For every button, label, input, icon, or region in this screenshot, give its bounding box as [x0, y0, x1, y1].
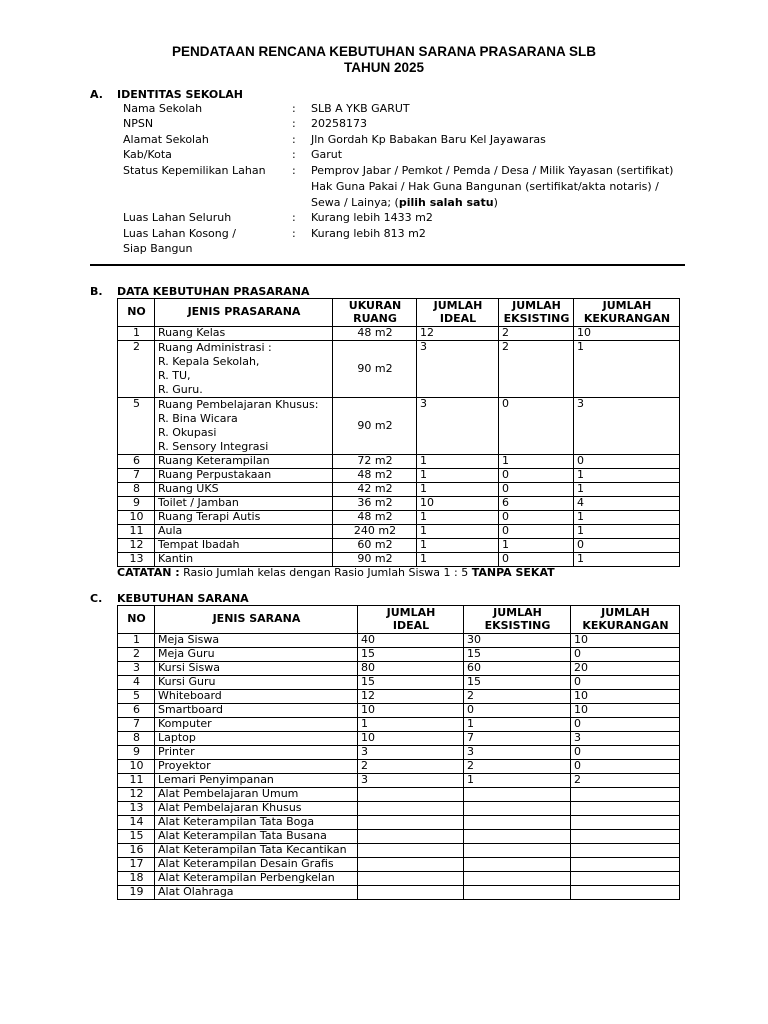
cell-kekurangan: 1 — [574, 341, 680, 398]
table-row — [118, 718, 680, 732]
field-value-kabkota: Garut — [311, 148, 343, 161]
cell-no: 13 — [118, 553, 155, 567]
cell-jenis: Alat Pembelajaran Umum — [155, 788, 358, 802]
table-row — [118, 483, 680, 497]
field-colon: : — [292, 117, 296, 130]
cell-eksisting: 0 — [499, 511, 574, 525]
table-header-row — [118, 606, 680, 634]
cell-jenis-line: Aula — [158, 524, 183, 537]
cell-ideal — [358, 844, 464, 858]
cell-no: 9 — [118, 746, 155, 760]
cell-eksisting: 60 — [464, 662, 571, 676]
cell-ukuran: 48 m2 — [333, 327, 417, 341]
cell-eksisting: 0 — [499, 469, 574, 483]
cell-eksisting: 0 — [499, 483, 574, 497]
field-label-kabkota: Kab/Kota — [123, 148, 172, 161]
cell-jenis-line: Ruang Perpustakaan — [158, 468, 272, 481]
table-row — [118, 886, 680, 900]
cell-kekurangan: 1 — [574, 511, 680, 525]
cell-eksisting — [464, 816, 571, 830]
header-text: EKSISTING — [503, 311, 570, 325]
note-label: CATATAN : — [117, 566, 180, 579]
header-text: JUMLAH — [602, 299, 652, 312]
cell-ideal: 1 — [417, 553, 499, 567]
header-no: NO — [118, 606, 155, 634]
cell-no: 10 — [118, 511, 155, 525]
sarana-table — [117, 605, 680, 900]
cell-no: 9 — [118, 497, 155, 511]
cell-kekurangan — [571, 858, 680, 872]
field-label-luas-kosong-line2: Siap Bangun — [123, 242, 193, 255]
cell-jenis: Alat Olahraga — [155, 886, 358, 900]
cell-ideal — [358, 788, 464, 802]
cell-no: 6 — [118, 704, 155, 718]
section-c-heading: KEBUTUHAN SARANA — [117, 592, 249, 605]
cell-kekurangan: 1 — [574, 483, 680, 497]
header-jumlah-kekurangan — [574, 299, 680, 327]
table-row — [118, 802, 680, 816]
cell-eksisting — [464, 886, 571, 900]
cell-no: 6 — [118, 455, 155, 469]
header-text: IDEAL — [439, 311, 477, 325]
cell-kekurangan: 10 — [571, 690, 680, 704]
cell-jenis: Smartboard — [155, 704, 358, 718]
cell-jenis-line: Ruang Terapi Autis — [158, 510, 261, 523]
cell-no: 11 — [118, 525, 155, 539]
field-value-status-line3 — [311, 196, 498, 209]
table-row — [118, 469, 680, 483]
field-value-nama-sekolah: SLB A YKB GARUT — [311, 102, 410, 115]
cell-jenis-line: R. Bina Wicara — [158, 412, 238, 425]
cell-jenis-line: Ruang Kelas — [158, 326, 226, 339]
cell-ideal: 12 — [358, 690, 464, 704]
cell-kekurangan: 0 — [571, 746, 680, 760]
cell-ideal — [358, 886, 464, 900]
header-ukuran-ruang — [333, 299, 417, 327]
cell-kekurangan — [571, 886, 680, 900]
cell-eksisting: 1 — [499, 455, 574, 469]
cell-jenis — [155, 341, 333, 398]
table-row — [118, 872, 680, 886]
table-row — [118, 553, 680, 567]
cell-no: 7 — [118, 718, 155, 732]
field-colon: : — [292, 164, 296, 177]
table-row — [118, 760, 680, 774]
cell-ideal: 1 — [417, 525, 499, 539]
table-row — [118, 788, 680, 802]
table-row — [118, 830, 680, 844]
cell-jenis — [155, 497, 333, 511]
table-row — [118, 676, 680, 690]
cell-eksisting: 2 — [464, 690, 571, 704]
cell-eksisting — [464, 872, 571, 886]
cell-ukuran: 240 m2 — [333, 525, 417, 539]
field-colon: : — [292, 102, 296, 115]
cell-jenis: Kursi Siswa — [155, 662, 358, 676]
cell-kekurangan: 0 — [571, 718, 680, 732]
cell-jenis: Meja Guru — [155, 648, 358, 662]
table-row — [118, 525, 680, 539]
cell-kekurangan — [571, 802, 680, 816]
cell-eksisting: 1 — [464, 718, 571, 732]
cell-kekurangan: 2 — [571, 774, 680, 788]
header-text: JUMLAH — [493, 606, 542, 619]
cell-ideal: 15 — [358, 648, 464, 662]
cell-no: 16 — [118, 844, 155, 858]
section-a-heading: IDENTITAS SEKOLAH — [117, 88, 244, 101]
header-text: IDEAL — [392, 618, 430, 632]
cell-ideal: 10 — [358, 732, 464, 746]
cell-eksisting: 0 — [499, 398, 574, 455]
cell-no: 4 — [118, 676, 155, 690]
cell-ideal: 3 — [417, 398, 499, 455]
cell-ideal: 1 — [417, 511, 499, 525]
header-text: JUMLAH — [601, 606, 650, 619]
cell-no: 3 — [118, 662, 155, 676]
cell-eksisting: 15 — [464, 676, 571, 690]
table-row — [118, 690, 680, 704]
table-row — [118, 398, 680, 455]
status-line3-text: Sewa / Lainya; — [311, 196, 395, 209]
cell-no: 10 — [118, 760, 155, 774]
table-row — [118, 732, 680, 746]
cell-kekurangan: 0 — [571, 760, 680, 774]
cell-ideal — [358, 830, 464, 844]
cell-kekurangan: 1 — [574, 469, 680, 483]
section-a-letter: A. — [90, 88, 103, 101]
cell-no: 2 — [118, 341, 155, 398]
cell-jenis — [155, 539, 333, 553]
table-row — [118, 511, 680, 525]
cell-jenis — [155, 469, 333, 483]
cell-no: 7 — [118, 469, 155, 483]
field-value-status-line2: Hak Guna Pakai / Hak Guna Bangunan (sertifikat/akta notaris) / — [311, 180, 659, 193]
cell-jenis-line: Ruang Keterampilan — [158, 454, 270, 467]
cell-no: 13 — [118, 802, 155, 816]
field-value-status-line1: Pemprov Jabar / Pemkot / Pemda / Desa / Milik Yayasan (sertifikat) — [311, 164, 674, 177]
cell-jenis — [155, 525, 333, 539]
cell-eksisting — [464, 830, 571, 844]
cell-eksisting: 30 — [464, 634, 571, 648]
header-jumlah-ideal — [358, 606, 464, 634]
header-jenis-prasarana: JENIS PRASARANA — [155, 299, 333, 327]
cell-ideal: 2 — [358, 760, 464, 774]
table-row — [118, 539, 680, 553]
cell-jenis: Alat Pembelajaran Khusus — [155, 802, 358, 816]
cell-jenis: Laptop — [155, 732, 358, 746]
note-emphasis: TANPA SEKAT — [471, 566, 555, 579]
cell-no: 18 — [118, 872, 155, 886]
cell-kekurangan — [571, 844, 680, 858]
document-title-line2: TAHUN 2025 — [343, 60, 425, 75]
cell-ukuran: 90 m2 — [333, 341, 417, 398]
cell-kekurangan: 0 — [571, 676, 680, 690]
field-value-luas-kosong: Kurang lebih 813 m2 — [311, 227, 426, 240]
cell-jenis: Whiteboard — [155, 690, 358, 704]
field-label-alamat: Alamat Sekolah — [123, 133, 209, 146]
cell-kekurangan: 10 — [571, 634, 680, 648]
cell-ukuran: 36 m2 — [333, 497, 417, 511]
cell-eksisting: 6 — [499, 497, 574, 511]
table-row — [118, 774, 680, 788]
field-colon: : — [292, 227, 296, 240]
cell-kekurangan — [571, 830, 680, 844]
cell-eksisting: 2 — [464, 760, 571, 774]
cell-no: 8 — [118, 732, 155, 746]
table-row — [118, 662, 680, 676]
header-text: UKURAN — [348, 299, 402, 312]
cell-jenis: Alat Keterampilan Tata Boga — [155, 816, 358, 830]
field-label-luas-seluruh: Luas Lahan Seluruh — [123, 211, 232, 224]
cell-eksisting: 1 — [464, 774, 571, 788]
field-value-npsn: 20258173 — [311, 117, 367, 130]
cell-ideal: 1 — [417, 469, 499, 483]
prasarana-table — [117, 298, 680, 567]
cell-no: 1 — [118, 327, 155, 341]
cell-kekurangan: 20 — [571, 662, 680, 676]
cell-ideal — [358, 802, 464, 816]
table-row — [118, 648, 680, 662]
cell-no: 17 — [118, 858, 155, 872]
cell-jenis-line: Kantin — [158, 552, 194, 565]
cell-jenis: Alat Keterampilan Tata Kecantikan — [155, 844, 358, 858]
cell-ideal: 3 — [417, 341, 499, 398]
cell-ukuran: 48 m2 — [333, 469, 417, 483]
cell-jenis: Meja Siswa — [155, 634, 358, 648]
section-b-letter: B. — [90, 285, 103, 298]
cell-jenis-line: Ruang Pembelajaran Khusus: — [158, 398, 319, 411]
field-label-status: Status Kepemilikan Lahan — [123, 164, 266, 177]
cell-jenis — [155, 483, 333, 497]
header-jumlah-eksisting — [499, 299, 574, 327]
cell-kekurangan: 1 — [574, 525, 680, 539]
table-row — [118, 844, 680, 858]
table-row — [118, 341, 680, 398]
cell-ukuran: 60 m2 — [333, 539, 417, 553]
cell-kekurangan: 10 — [571, 704, 680, 718]
table-header-row — [118, 299, 680, 327]
header-text: KEKURANGAN — [582, 618, 669, 632]
field-value-luas-seluruh: Kurang lebih 1433 m2 — [311, 211, 433, 224]
cell-jenis-line: Tempat Ibadah — [158, 538, 240, 551]
cell-no: 8 — [118, 483, 155, 497]
cell-ideal — [358, 816, 464, 830]
cell-eksisting: 15 — [464, 648, 571, 662]
field-label-luas-kosong-line1: Luas Lahan Kosong / — [123, 227, 236, 240]
paren-open: ( — [394, 196, 399, 209]
table-row — [118, 327, 680, 341]
header-jumlah-ideal — [417, 299, 499, 327]
cell-eksisting — [464, 788, 571, 802]
cell-jenis: Lemari Penyimpanan — [155, 774, 358, 788]
field-value-alamat: Jln Gordah Kp Babakan Baru Kel Jayawaras — [311, 133, 546, 146]
cell-kekurangan: 4 — [574, 497, 680, 511]
cell-ideal: 1 — [417, 483, 499, 497]
field-colon: : — [292, 211, 296, 224]
cell-jenis — [155, 553, 333, 567]
cell-ukuran: 90 m2 — [333, 553, 417, 567]
cell-no: 14 — [118, 816, 155, 830]
cell-ideal: 1 — [417, 539, 499, 553]
cell-jenis: Kursi Guru — [155, 676, 358, 690]
cell-eksisting: 0 — [499, 553, 574, 567]
cell-jenis-line: Toilet / Jamban — [158, 496, 239, 509]
cell-ideal: 1 — [417, 455, 499, 469]
cell-no: 2 — [118, 648, 155, 662]
cell-jenis-line: R. Sensory Integrasi — [158, 440, 269, 453]
cell-no: 12 — [118, 788, 155, 802]
cell-no: 12 — [118, 539, 155, 553]
cell-ukuran: 90 m2 — [333, 398, 417, 455]
cell-jenis-line: R. Okupasi — [158, 426, 217, 439]
cell-kekurangan — [571, 816, 680, 830]
table-row — [118, 455, 680, 469]
note-text: Rasio Jumlah kelas dengan Rasio Jumlah Siswa 1 : 5 — [179, 566, 472, 579]
header-text: JUMLAH — [386, 606, 436, 619]
section-divider — [90, 264, 685, 266]
cell-ideal: 15 — [358, 676, 464, 690]
field-colon: : — [292, 133, 296, 146]
cell-jenis — [155, 455, 333, 469]
cell-ideal: 12 — [417, 327, 499, 341]
field-label-npsn: NPSN — [123, 117, 154, 130]
cell-ukuran: 42 m2 — [333, 483, 417, 497]
cell-ideal: 3 — [358, 746, 464, 760]
header-text: JUMLAH — [512, 299, 561, 312]
field-colon: : — [292, 148, 296, 161]
table-row — [118, 816, 680, 830]
cell-ideal: 10 — [417, 497, 499, 511]
cell-jenis: Proyektor — [155, 760, 358, 774]
cell-jenis: Alat Keterampilan Desain Grafis — [155, 858, 358, 872]
cell-no: 1 — [118, 634, 155, 648]
cell-eksisting: 0 — [499, 525, 574, 539]
cell-jenis-line: R. TU, — [158, 369, 191, 382]
cell-eksisting: 7 — [464, 732, 571, 746]
cell-ideal — [358, 858, 464, 872]
cell-jenis-line: R. Kepala Sekolah, — [158, 355, 260, 368]
cell-no: 15 — [118, 830, 155, 844]
table-row — [118, 704, 680, 718]
cell-jenis-line: Ruang UKS — [158, 482, 219, 495]
cell-jenis-line: Ruang Administrasi : — [158, 341, 272, 354]
cell-ideal — [358, 872, 464, 886]
ratio-note — [117, 566, 555, 579]
cell-kekurangan — [571, 788, 680, 802]
cell-no: 19 — [118, 886, 155, 900]
cell-jenis — [155, 327, 333, 341]
cell-eksisting: 3 — [464, 746, 571, 760]
header-text: EKSISTING — [484, 618, 551, 632]
cell-no: 11 — [118, 774, 155, 788]
header-text: KEKURANGAN — [583, 311, 671, 325]
section-b-heading: DATA KEBUTUHAN PRASARANA — [117, 285, 310, 298]
header-jenis-sarana: JENIS SARANA — [155, 606, 358, 634]
cell-jenis-line: R. Guru. — [158, 383, 203, 396]
cell-eksisting: 0 — [464, 704, 571, 718]
cell-kekurangan: 0 — [574, 455, 680, 469]
cell-kekurangan: 0 — [574, 539, 680, 553]
document-title-line1: PENDATAAN RENCANA KEBUTUHAN SARANA PRASARANA SLB — [172, 44, 596, 59]
cell-eksisting — [464, 844, 571, 858]
table-row — [118, 497, 680, 511]
paren-close: ) — [493, 196, 498, 209]
cell-jenis: Alat Keterampilan Perbengkelan — [155, 872, 358, 886]
cell-no: 5 — [118, 398, 155, 455]
status-choose-one: pilih salah satu — [398, 196, 494, 209]
cell-jenis: Printer — [155, 746, 358, 760]
header-text: RUANG — [353, 311, 397, 325]
cell-ideal: 1 — [358, 718, 464, 732]
cell-jenis — [155, 511, 333, 525]
cell-eksisting: 2 — [499, 341, 574, 398]
cell-ideal: 80 — [358, 662, 464, 676]
cell-kekurangan: 0 — [571, 648, 680, 662]
cell-kekurangan: 3 — [574, 398, 680, 455]
cell-kekurangan: 3 — [571, 732, 680, 746]
cell-kekurangan: 10 — [574, 327, 680, 341]
cell-jenis: Alat Keterampilan Tata Busana — [155, 830, 358, 844]
header-text: JUMLAH — [433, 299, 483, 312]
cell-jenis: Komputer — [155, 718, 358, 732]
cell-no: 5 — [118, 690, 155, 704]
cell-ukuran: 72 m2 — [333, 455, 417, 469]
cell-eksisting: 2 — [499, 327, 574, 341]
cell-kekurangan: 1 — [574, 553, 680, 567]
cell-eksisting — [464, 802, 571, 816]
cell-eksisting — [464, 858, 571, 872]
cell-jenis — [155, 398, 333, 455]
table-row — [118, 746, 680, 760]
cell-kekurangan — [571, 872, 680, 886]
table-row — [118, 858, 680, 872]
field-label-nama-sekolah: Nama Sekolah — [123, 102, 203, 115]
section-c-letter: C. — [90, 592, 103, 605]
cell-ideal: 40 — [358, 634, 464, 648]
table-row — [118, 634, 680, 648]
header-jumlah-kekurangan — [571, 606, 680, 634]
header-no: NO — [118, 299, 155, 327]
cell-eksisting: 1 — [499, 539, 574, 553]
header-jumlah-eksisting — [464, 606, 571, 634]
cell-ideal: 10 — [358, 704, 464, 718]
cell-ukuran: 48 m2 — [333, 511, 417, 525]
cell-ideal: 3 — [358, 774, 464, 788]
